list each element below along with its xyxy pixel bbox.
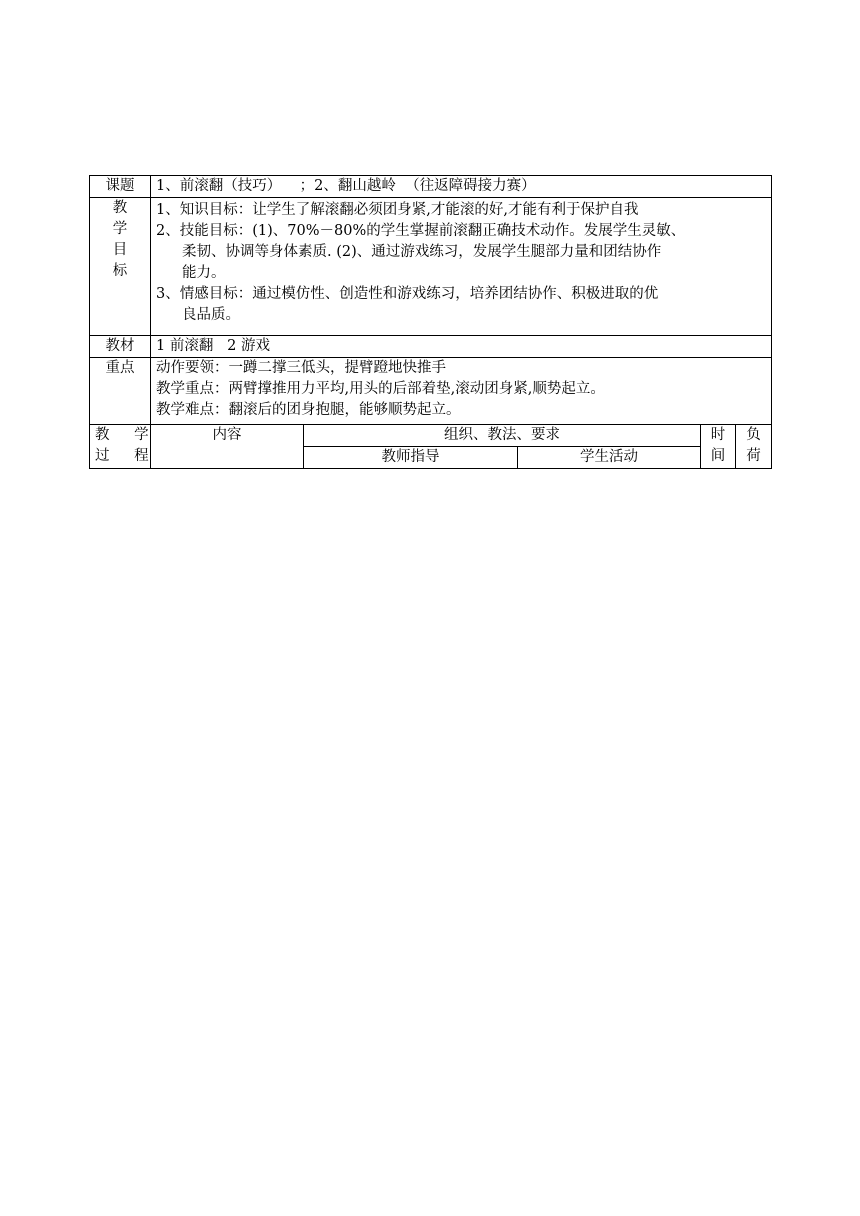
student-activity-header: 学生活动 — [518, 447, 701, 469]
emotion-objective-line-1: 3、情感目标：通过模仿性、创造性和游戏练习，培养团结协作、积极进取的优 — [156, 286, 659, 302]
objectives-label — [90, 198, 151, 336]
teacher-guidance-header: 教师指导 — [304, 447, 518, 469]
keypoints-content — [151, 358, 772, 425]
skill-objective-line-3: 能力。 — [182, 265, 226, 281]
keypoints-row — [90, 358, 772, 425]
teaching-difficulty: 教学难点：翻滚后的团身抱腿，能够顺势起立。 — [156, 402, 461, 418]
material-row — [90, 336, 772, 358]
keypoints-label: 重点 — [90, 358, 151, 425]
process-label-line-2: 过 程 — [95, 448, 159, 464]
objectives-label-char-4: 标 — [112, 263, 128, 279]
objectives-label-char-2: 学 — [112, 221, 128, 237]
knowledge-objective: 1、知识目标：让学生了解滚翻必须团身紧,才能滚的好,才能有利于保护自我 — [156, 202, 639, 218]
load-header-char-2: 荷 — [746, 448, 761, 464]
material-label: 教材 — [90, 336, 151, 358]
process-header-row-1 — [90, 425, 772, 447]
objectives-label-char-1: 教 — [112, 200, 128, 216]
content-header: 内容 — [151, 425, 304, 469]
topic-row — [90, 176, 772, 198]
time-header — [701, 425, 736, 469]
objectives-label-char-3: 目 — [112, 242, 128, 258]
org-method-header: 组织、教法、要求 — [304, 425, 701, 447]
material-value: 1 前滚翻 2 游戏 — [151, 336, 772, 358]
skill-objective-line-1: 2、技能目标：(1)、70%－80%的学生掌握前滚翻正确技术动作。发展学生灵敏、 — [156, 223, 686, 239]
load-header — [736, 425, 772, 469]
time-header-char-2: 间 — [710, 448, 726, 464]
action-essentials: 动作要领：一蹲二撑三低头，提臂蹬地快推手 — [156, 360, 446, 376]
process-label-line-1: 教 学 — [95, 427, 159, 443]
process-label — [90, 425, 159, 469]
topic-value: 1、前滚翻（技巧） ；2、翻山越岭 （往返障碍接力赛） — [151, 176, 772, 198]
objectives-row — [90, 198, 772, 336]
topic-label: 课题 — [90, 176, 151, 198]
lesson-plan-table — [89, 175, 772, 469]
objectives-content — [151, 198, 772, 336]
teaching-focus: 教学重点：两臂撑推用力平均,用头的后部着垫,滚动团身紧,顺势起立。 — [156, 381, 605, 397]
skill-objective-line-2: 柔韧、协调等身体素质. (2)、通过游戏练习，发展学生腿部力量和团结协作 — [182, 244, 662, 260]
load-header-char-1: 负 — [746, 427, 761, 443]
time-header-char-1: 时 — [710, 427, 726, 443]
emotion-objective-line-2: 良品质。 — [182, 307, 240, 323]
